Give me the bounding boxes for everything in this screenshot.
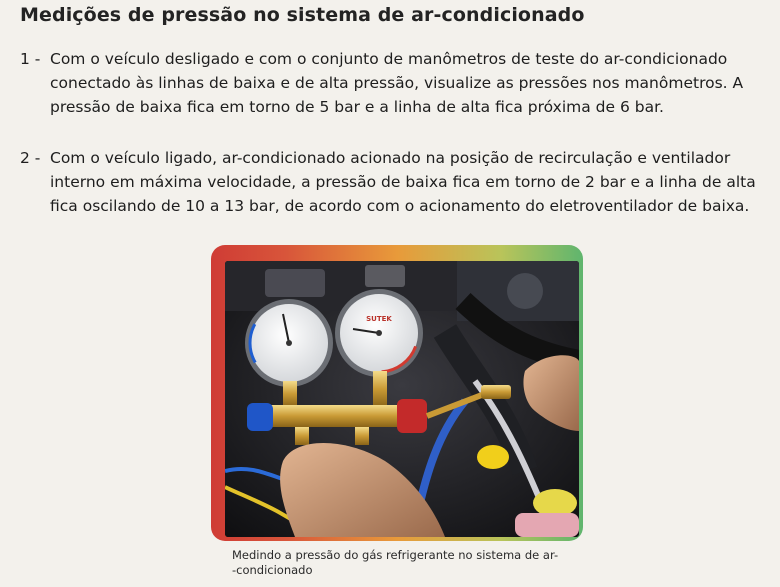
list-item-1 [20,47,780,123]
gauge-brand-label: SUTEK [366,315,392,323]
caption-line: Medindo a pressão do gás refrigerante no sistema de ar- [232,548,559,562]
page-title: Medições de pressão no sistema de ar-condicionado [20,4,585,26]
paragraph-line: interno em máxima velocidade, a pressão de baixa fica em torno de 2 bar e a linha de alta [50,173,756,191]
list-number: 2 - [20,149,41,167]
figure-caption [232,548,558,578]
paragraph-line: conectado às linhas de baixa e de alta pressão, visualize as pressões nos manômetros. A [50,74,744,92]
caption-line: -condicionado [232,563,313,577]
paragraph-line: pressão de baixa fica em torno de 5 bar e a linha de alta fica próxima de 6 bar. [50,98,664,116]
paragraph-line: fica oscilando de 10 a 13 bar, de acordo com o acionamento do eletroventilador de baixa. [50,197,750,215]
list-number: 1 - [20,50,41,68]
paragraph-line: Com o veículo desligado e com o conjunto de manômetros de teste do ar-condicionado [50,50,728,68]
gauge-photo [225,261,579,537]
list-item-2 [20,146,780,222]
figure-frame [211,245,583,541]
paragraph-line: Com o veículo ligado, ar-condicionado acionado na posição de recirculação e ventilador [50,149,731,167]
